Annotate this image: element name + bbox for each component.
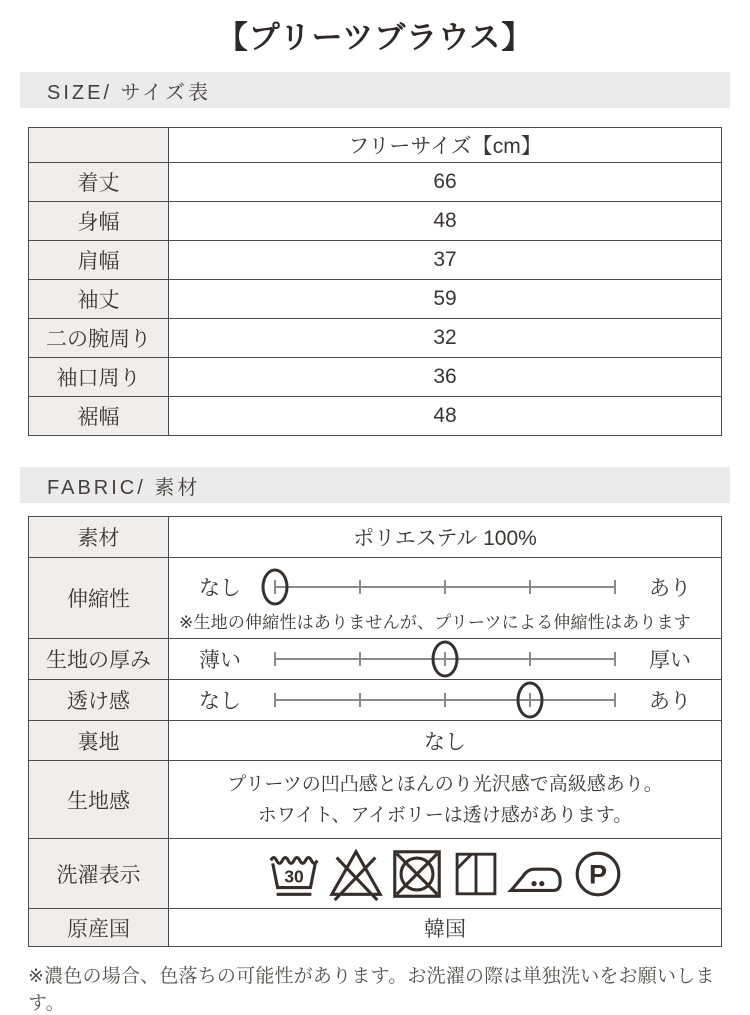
scale-left-label: 薄い xyxy=(199,649,241,672)
material-label: 素材 xyxy=(29,517,169,558)
iron-medium-two-dots-icon xyxy=(506,845,566,903)
origin-label: 原産国 xyxy=(29,909,169,947)
page-title: 【プリーツブラウス】 xyxy=(216,20,534,55)
scale-right-label: 厚い xyxy=(649,649,691,672)
svg-text:P: P xyxy=(588,859,607,890)
texture-line-1: プリーツの凹凸感とほんのり光沢感で高級感あり。 xyxy=(227,773,663,795)
dry-clean-p-icon xyxy=(569,845,627,903)
size-table-row xyxy=(29,358,722,397)
fabric-row-origin xyxy=(29,909,722,947)
scale-tick xyxy=(614,693,616,707)
scale-tick xyxy=(359,693,361,707)
scale-tick xyxy=(444,580,446,594)
size-row-value: 48 xyxy=(169,202,722,241)
sheerness-label: 透け感 xyxy=(29,680,169,721)
lining-value: なし xyxy=(169,721,722,761)
stretch-label: 伸縮性 xyxy=(29,558,169,639)
fabric-section-heading: FABRIC/ 素材 xyxy=(20,467,730,503)
size-table-row xyxy=(29,319,722,358)
do-not-bleach-icon xyxy=(327,845,385,903)
size-section-heading: SIZE/ サイズ表 xyxy=(20,72,730,108)
scale-tick xyxy=(614,580,616,594)
wash-30-gentle-icon xyxy=(264,845,324,903)
size-row-label: 着丈 xyxy=(29,163,169,202)
scale-left-label: なし xyxy=(199,576,241,600)
size-row-value: 59 xyxy=(169,280,722,319)
sheerness-scale-track xyxy=(275,680,615,720)
scale-marker-circle xyxy=(432,641,459,678)
material-value: ポリエステル 100% xyxy=(169,517,722,558)
fabric-row-material xyxy=(29,517,722,558)
lining-label: 裏地 xyxy=(29,721,169,761)
size-table-row xyxy=(29,202,722,241)
size-table xyxy=(28,127,722,436)
scale-tick xyxy=(274,652,276,666)
fabric-row-thickness xyxy=(29,639,722,680)
thickness-label: 生地の厚み xyxy=(29,639,169,680)
scale-right-label: あり xyxy=(649,576,691,600)
origin-value: 韓国 xyxy=(169,909,722,947)
size-table-column-header: フリーサイズ【cm】 xyxy=(169,128,722,163)
size-row-label: 身幅 xyxy=(29,202,169,241)
scale-marker-circle xyxy=(517,682,544,719)
size-table-body xyxy=(29,163,722,436)
texture-label: 生地感 xyxy=(29,761,169,839)
fabric-table xyxy=(28,516,722,947)
size-row-value: 37 xyxy=(169,241,722,280)
fabric-row-lining xyxy=(29,721,722,761)
sheerness-scale xyxy=(169,680,721,720)
do-not-tumble-dry-icon xyxy=(388,845,446,903)
fabric-row-sheerness xyxy=(29,680,722,721)
scale-marker-circle xyxy=(262,568,289,605)
stretch-cell xyxy=(169,558,722,639)
size-row-label: 二の腕周り xyxy=(29,319,169,358)
stretch-scale-track xyxy=(275,567,615,607)
care-label: 洗濯表示 xyxy=(29,839,169,909)
size-row-label: 袖丈 xyxy=(29,280,169,319)
thickness-scale xyxy=(169,639,721,679)
line-dry-in-shade-icon xyxy=(449,845,503,903)
size-table-row xyxy=(29,280,722,319)
size-table-row xyxy=(29,241,722,280)
size-row-value: 36 xyxy=(169,358,722,397)
fabric-row-care xyxy=(29,839,722,909)
svg-text:30: 30 xyxy=(283,866,304,887)
scale-tick xyxy=(444,693,446,707)
texture-cell xyxy=(169,761,722,839)
size-row-label: 袖口周り xyxy=(29,358,169,397)
fabric-row-stretch xyxy=(29,558,722,639)
size-row-value: 48 xyxy=(169,397,722,436)
size-row-value: 32 xyxy=(169,319,722,358)
size-table-row xyxy=(29,163,722,202)
scale-tick xyxy=(359,580,361,594)
scale-tick xyxy=(529,580,531,594)
scale-left-label: なし xyxy=(199,690,241,713)
size-table-corner-cell xyxy=(29,128,169,163)
stretch-scale xyxy=(169,562,721,611)
scale-tick xyxy=(274,693,276,707)
size-row-value: 66 xyxy=(169,163,722,202)
size-table-row xyxy=(29,397,722,436)
texture-line-2: ホワイト、アイボリーは透け感があります。 xyxy=(257,804,633,826)
fabric-row-texture xyxy=(29,761,722,839)
thickness-scale-track xyxy=(275,639,615,679)
size-row-label: 裾幅 xyxy=(29,397,169,436)
scale-tick xyxy=(359,652,361,666)
scale-tick xyxy=(614,652,616,666)
scale-right-label: あり xyxy=(649,690,691,713)
size-row-label: 肩幅 xyxy=(29,241,169,280)
footer-note: ※濃色の場合、色落ちの可能性があります。お洗濯の際は単独洗いをお願いします。 xyxy=(28,966,715,1014)
scale-tick xyxy=(529,652,531,666)
stretch-note: ※生地の伸縮性はありませんが、プリーツによる伸縮性はあります xyxy=(179,613,691,632)
care-cell xyxy=(169,839,722,909)
care-icons xyxy=(169,845,721,903)
sheerness-cell xyxy=(169,680,722,721)
size-table-header-row xyxy=(29,128,722,163)
thickness-cell xyxy=(169,639,722,680)
